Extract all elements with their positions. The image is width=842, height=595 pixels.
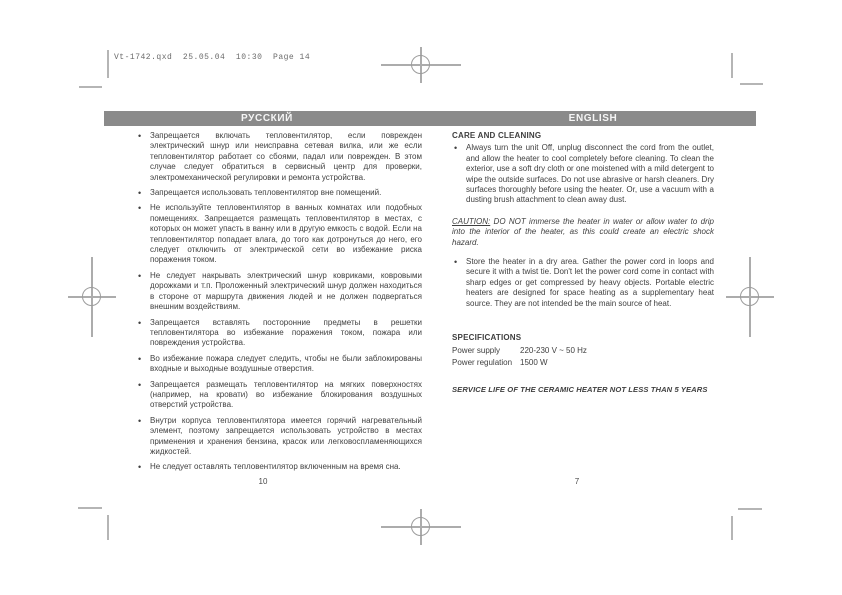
registration-target-icon [710, 257, 790, 337]
storage-list [452, 257, 714, 309]
spec-label: Power regulation [452, 357, 513, 367]
language-header-bar [104, 111, 756, 126]
specifications-section [452, 333, 714, 368]
safety-bullet-item: • Не следует оставлять тепловентилятор включенным на время сна. [136, 462, 422, 472]
english-column [452, 131, 714, 396]
crop-mark-icon [731, 516, 733, 540]
spec-label: Power supply [452, 345, 501, 355]
english-section-header: ENGLISH [568, 113, 618, 124]
safety-bullet-item: • Не следует накрывать электрический шнур ковриками, ковровыми дорожками и т.п. Проложенный электрический шнур должен находиться в стороне от маршрута движения людей и не должен подвергаться внешним воздействиям. [136, 271, 422, 313]
spec-row [452, 358, 714, 368]
crop-mark-icon [740, 83, 763, 85]
russian-safety-list [136, 131, 422, 473]
safety-bullet-item: • Запрещается размещать тепловентилятор на мягких поверхностях (например, на кровати) во избежание блокирования воздушных отверстий устройства. [136, 380, 422, 411]
care-and-cleaning-heading: CARE AND CLEANING [452, 131, 542, 140]
crop-mark-icon [107, 515, 109, 540]
crop-mark-icon [738, 508, 762, 510]
spec-value: 1500 W [520, 357, 548, 367]
english-page-number: 7 [574, 477, 580, 486]
service-life-note: SERVICE LIFE OF THE CERAMIC HEATER NOT LESS THAN 5 YEARS [452, 385, 708, 395]
russian-section-header: РУССКИЙ [241, 113, 293, 124]
crop-mark-icon [731, 53, 733, 78]
caution-text: DO NOT immerse the heater in water or allow water to drip into the interior of the heater, as this could create an electric shock hazard. [452, 216, 714, 247]
spec-row [452, 346, 714, 356]
safety-bullet-item: • Не используйте тепловентилятор в ванных комнатах или подобных помещениях. Запрещается размещать тепловентилятор в местах, с которых он может упасть в ванну или в другую емкость с водой. Если на тепловентилятор попадает влага, до того как дотронуться до него, его следует отключить от электрической сети во избежание риска поражения током. [136, 203, 422, 265]
storage-bullet-item: • Store the heater in a dry area. Gather the power cord in loops and secure it with a twist tie. Don't let the power cord come in contact with sharp edges or get compressed by heavy objects. Portable electric heaters are designed for space heating as a supplementary heat source. They are not intended be the main source of heat. [452, 257, 714, 309]
care-bullet-item: • Always turn the unit Off, unplug disconnect the cord from the outlet, and allow the heater to cool completely before cleaning. To clean the exterior, use a soft dry cloth or one moistened with a mild detergent to wipe the outside surfaces. Do not use abrasive or harsh cleaners. Dry surfaces thoroughly before using the heater. Or, use a vacuum with a dusting brush attachment to clean away dust. [452, 143, 714, 205]
russian-page-number: 10 [258, 477, 268, 486]
caution-note [452, 217, 714, 248]
safety-bullet-item: • Запрещается использовать тепловентилятор вне помещений. [136, 188, 422, 198]
registration-target-icon [381, 25, 461, 105]
registration-target-icon [381, 487, 461, 567]
safety-bullet-item: • Внутри корпуса тепловентилятора имеется горячий нагревательный элемент, поэтому запрещается использовать устройство в местах применения и хранения бензина, красок или легковоспламеняющихся жидкостей. [136, 416, 422, 458]
crop-mark-icon [79, 86, 102, 88]
safety-bullet-item: • Запрещается вставлять посторонние предметы в решетки тепловентилятора во избежание поражения током, пожара или повреждения устройства. [136, 318, 422, 349]
safety-bullet-item: • Запрещается включать тепловентилятор, если поврежден электрический шнур или неисправна сетевая вилка, или же если тепловентилятор работает со сбоями, падал или поврежден. В этом случае следует обратиться в сервисный центр для проверки, электромеханической регулировки и ремонта устройства. [136, 131, 422, 183]
safety-bullet-item: • Во избежание пожара следует следить, чтобы не были заблокированы входные и выходные воздушные отверстия. [136, 354, 422, 375]
caution-label: CAUTION: [452, 216, 491, 226]
specifications-heading: SPECIFICATIONS [452, 333, 522, 343]
crop-mark-icon [107, 50, 109, 78]
registration-target-icon [52, 257, 132, 337]
care-list [452, 143, 714, 205]
print-job-info: Vt-1742.qxd 25.05.04 10:30 Page 14 [114, 53, 311, 62]
russian-column [136, 131, 422, 478]
crop-mark-icon [78, 507, 102, 509]
spec-value: 220-230 V ~ 50 Hz [520, 345, 587, 355]
